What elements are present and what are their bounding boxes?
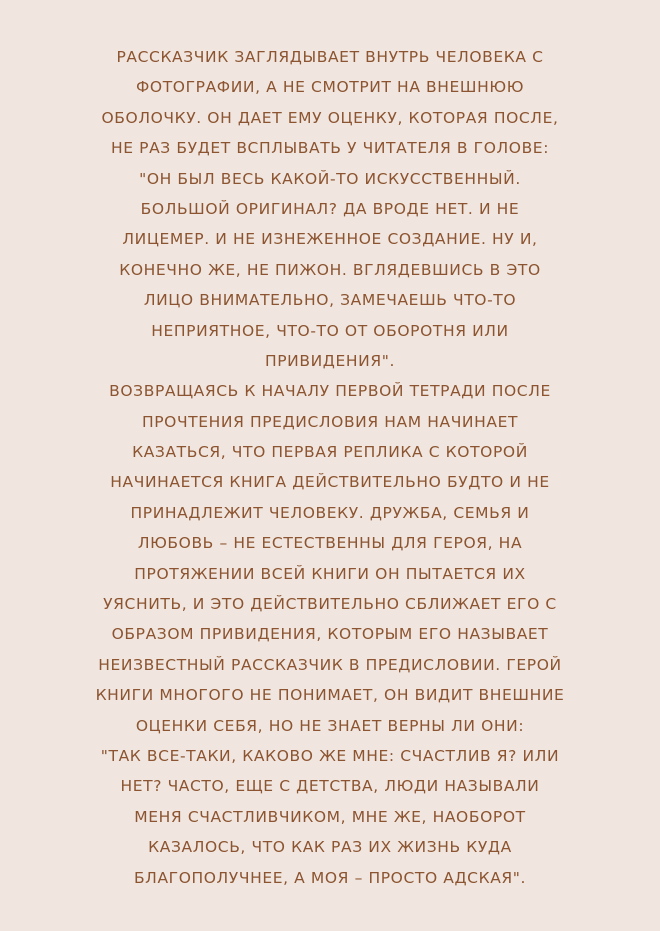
- paragraph-1: [0, 42, 660, 376]
- text-line: НЕ РАЗ БУДЕТ ВСПЛЫВАТЬ У ЧИТАТЕЛЯ В ГОЛОВЕ:: [110, 139, 550, 158]
- text-line: ФОТОГРАФИИ, А НЕ СМОТРИТ НА ВНЕШНЮЮ: [135, 78, 525, 97]
- text-line: НЕТ? ЧАСТО, ЕЩЕ С ДЕТСТВА, ЛЮДИ НАЗЫВАЛИ: [120, 777, 540, 796]
- text-line: МЕНЯ СЧАСТЛИВЧИКОМ, МНЕ ЖЕ, НАОБОРОТ: [134, 807, 526, 826]
- paragraph-3: [0, 741, 660, 893]
- text-line: ОБОЛОЧКУ. ОН ДАЕТ ЕМУ ОЦЕНКУ, КОТОРАЯ ПОСЛЕ,: [101, 108, 559, 127]
- text-line: ПРОТЯЖЕНИИ ВСЕЙ КНИГИ ОН ПЫТАЕТСЯ ИХ: [134, 564, 526, 583]
- text-line: РАССКАЗЧИК ЗАГЛЯДЫВАЕТ ВНУТРЬ ЧЕЛОВЕКА С: [116, 48, 544, 66]
- text-line: "ТАК ВСЕ-ТАКИ, КАКОВО ЖЕ МНЕ: СЧАСТЛИВ Я? ИЛИ: [100, 746, 560, 765]
- text-line: ОБРАЗОМ ПРИВИДЕНИЯ, КОТОРЫМ ЕГО НАЗЫВАЕТ: [111, 625, 549, 644]
- text-line: НАЧИНАЕТСЯ КНИГА ДЕЙСТВИТЕЛЬНО БУДТО И НЕ: [110, 473, 550, 492]
- text-line: ЛЮБОВЬ – НЕ ЕСТЕСТВЕННЫ ДЛЯ ГЕРОЯ, НА: [137, 534, 523, 553]
- text-line: ПРОЧТЕНИЯ ПРЕДИСЛОВИЯ НАМ НАЧИНАЕТ: [141, 412, 519, 431]
- text-line: "ОН БЫЛ ВЕСЬ КАКОЙ-ТО ИСКУССТВЕННЫЙ.: [139, 169, 521, 188]
- text-line: КАЗАЛОСЬ, ЧТО КАК РАЗ ИХ ЖИЗНЬ КУДА: [148, 838, 512, 857]
- text-line: БЛАГОПОЛУЧНЕЕ, А МОЯ – ПРОСТО АДСКАЯ".: [133, 868, 527, 887]
- text-line: ВОЗВРАЩАЯСЬ К НАЧАЛУ ПЕРВОЙ ТЕТРАДИ ПОСЛЕ: [109, 382, 551, 401]
- text-line: ОЦЕНКИ СЕБЯ, НО НЕ ЗНАЕТ ВЕРНЫ ЛИ ОНИ:: [135, 716, 525, 735]
- text-line: ЛИЦЕМЕР. И НЕ ИЗНЕЖЕННОЕ СОЗДАНИЕ. НУ И,: [122, 230, 538, 249]
- text-line: НЕИЗВЕСТНЫЙ РАССКАЗЧИК В ПРЕДИСЛОВИИ. ГЕРОЙ: [98, 655, 562, 674]
- text-line: БОЛЬШОЙ ОРИГИНАЛ? ДА ВРОДЕ НЕТ. И НЕ: [140, 199, 520, 218]
- text-line: ЛИЦО ВНИМАТЕЛЬНО, ЗАМЕЧАЕШЬ ЧТО-ТО: [143, 291, 517, 310]
- text-line: КАЗАТЬСЯ, ЧТО ПЕРВАЯ РЕПЛИКА С КОТОРОЙ: [132, 443, 528, 462]
- paragraph-2: [0, 376, 660, 741]
- text-line: ПРИВИДЕНИЯ".: [264, 351, 395, 370]
- text-line: КНИГИ МНОГОГО НЕ ПОНИМАЕТ, ОН ВИДИТ ВНЕШНИЕ: [95, 686, 565, 705]
- text-line: ПРИНАДЛЕЖИТ ЧЕЛОВЕКУ. ДРУЖБА, СЕМЬЯ И: [130, 503, 530, 522]
- text-line: НЕПРИЯТНОЕ, ЧТО-ТО ОТ ОБОРОТНЯ ИЛИ: [151, 321, 509, 340]
- text-line: УЯСНИТЬ, И ЭТО ДЕЙСТВИТЕЛЬНО СБЛИЖАЕТ ЕГО С: [103, 595, 557, 614]
- text-line: КОНЕЧНО ЖЕ, НЕ ПИЖОН. ВГЛЯДЕВШИСЬ В ЭТО: [119, 260, 541, 279]
